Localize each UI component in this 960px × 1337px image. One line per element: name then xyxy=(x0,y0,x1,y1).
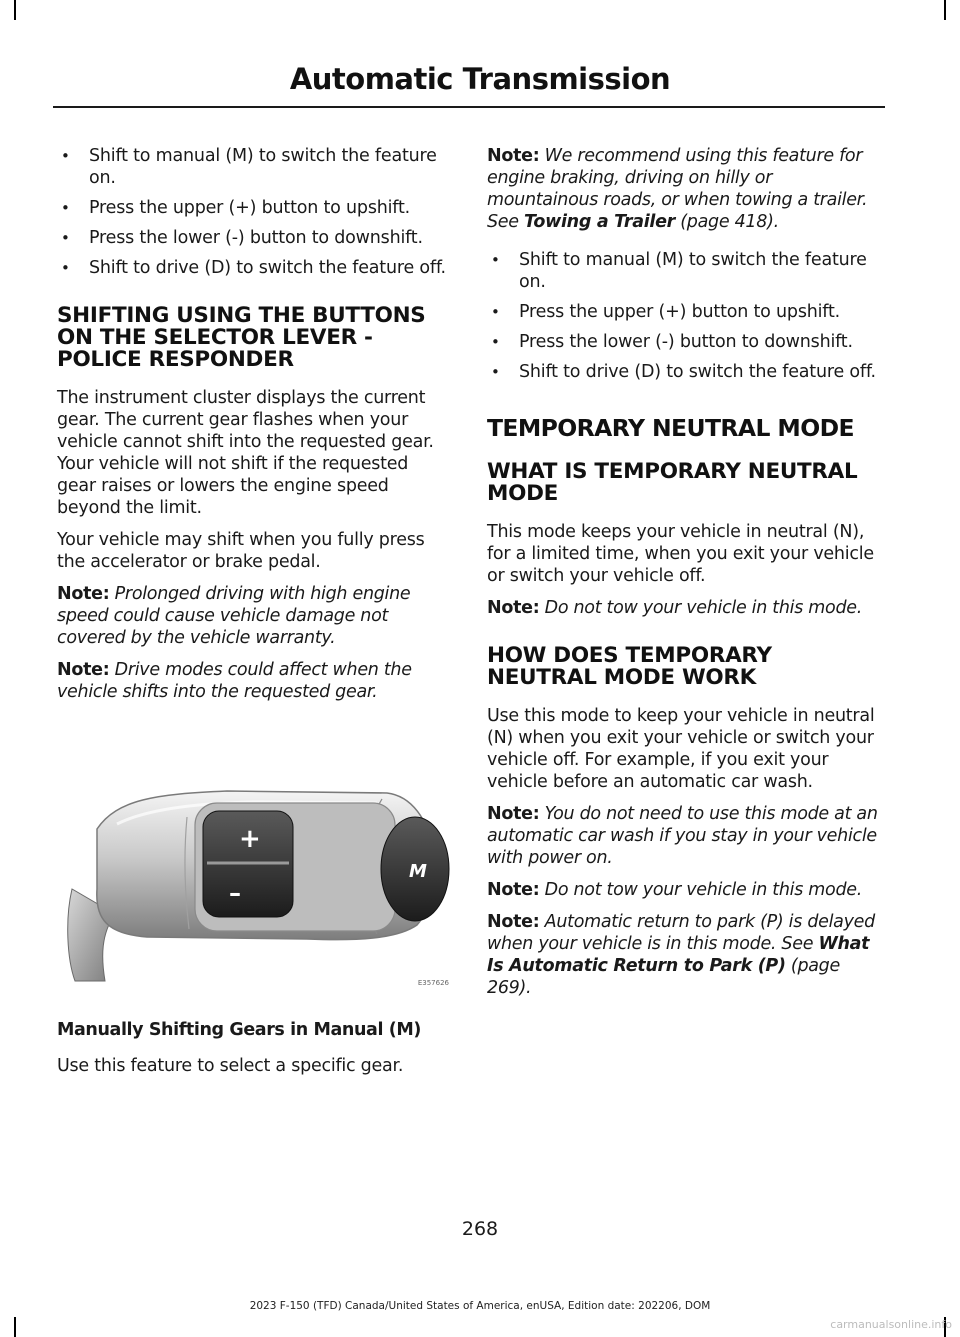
note xyxy=(487,597,882,619)
cross-reference-link[interactable]: What Is Automatic Return to Park (P) xyxy=(487,934,870,976)
note-text: Prolonged driving with high engine speed could cause vehicle damage not covered by the vehicle warranty. xyxy=(57,584,411,648)
chapter-heading: TEMPORARY NEUTRAL MODE xyxy=(487,414,854,442)
cross-reference-link[interactable]: Towing a Trailer xyxy=(524,212,676,232)
list-item: • Shift to manual (M) to switch the feature on. xyxy=(487,249,882,293)
crop-mark xyxy=(14,0,16,20)
note-text: You do not need to use this mode at an automatic car wash if you stay in your vehicle with power on. xyxy=(487,804,878,868)
page-number: 268 xyxy=(461,1218,499,1240)
note xyxy=(57,659,452,703)
paragraph: This mode keeps your vehicle in neutral (N), for a limited time, when you exit your vehicle or switch your vehicle off. xyxy=(487,522,874,586)
paragraph: Use this feature to select a specific gear. xyxy=(57,1056,404,1076)
section-heading: WHAT IS TEMPORARY NEUTRAL MODE xyxy=(487,459,858,506)
section-heading: SHIFTING USING THE BUTTONS ON THE SELECTOR LEVER - POLICE RESPONDER xyxy=(57,303,426,372)
header-rule xyxy=(53,106,885,108)
note-text: Drive modes could affect when the vehicle shifts into the requested gear. xyxy=(57,660,412,702)
crop-mark xyxy=(14,1317,16,1337)
selector-lever-illustration xyxy=(57,729,452,989)
bullet-list xyxy=(487,249,882,383)
note-label: Note: xyxy=(57,584,110,604)
note-text: Automatic return to park (P) is delayed when your vehicle is in this mode. See xyxy=(487,912,875,954)
note xyxy=(487,803,882,869)
crop-mark xyxy=(944,0,946,20)
note-label: Note: xyxy=(487,804,540,824)
right-column xyxy=(487,145,882,1009)
list-item: • Press the upper (+) button to upshift. xyxy=(487,301,882,323)
paragraph: Your vehicle may shift when you fully press the accelerator or brake pedal. xyxy=(57,530,425,572)
m-glyph: M xyxy=(409,861,427,882)
note-text: Do not tow your vehicle in this mode. xyxy=(544,598,862,618)
page-title: Automatic Transmission xyxy=(289,62,671,96)
note-text: We recommend using this feature for engine braking, driving on hilly or mountainous roads, or when towing a trailer. See xyxy=(487,146,868,232)
list-item: • Shift to drive (D) to switch the feature off. xyxy=(57,257,452,279)
paragraph: The instrument cluster displays the current gear. The current gear flashes when your vehicle cannot shift into the requested gear. Your vehicle will not shift if the requested gear raises or lowers the engine speed beyond the limit. xyxy=(57,388,434,518)
bullet-list xyxy=(57,145,452,279)
paragraph: Use this mode to keep your vehicle in neutral (N) when you exit your vehicle or switch your vehicle off. For example, if you exit your vehicle before an automatic car wash. xyxy=(487,706,875,792)
note-label: Note: xyxy=(487,146,540,166)
watermark: carmanualsonline.info xyxy=(830,1318,952,1331)
list-item: • Press the lower (-) button to downshift. xyxy=(487,331,882,353)
subheading: Manually Shifting Gears in Manual (M) xyxy=(57,1020,421,1040)
edition-footer: 2023 F-150 (TFD) Canada/United States of America, enUSA, Edition date: 202206, DOM xyxy=(249,1300,711,1312)
page-reference: (page 269). xyxy=(487,956,840,998)
note xyxy=(487,911,882,999)
minus-glyph: – xyxy=(229,879,241,907)
note-label: Note: xyxy=(487,912,540,932)
note xyxy=(487,879,882,901)
list-item: • Press the upper (+) button to upshift. xyxy=(57,197,452,219)
plus-glyph: + xyxy=(239,824,261,854)
left-column xyxy=(57,145,452,1087)
note xyxy=(57,583,452,649)
section-heading: HOW DOES TEMPORARY NEUTRAL MODE WORK xyxy=(487,643,772,690)
note-label: Note: xyxy=(57,660,110,680)
figure-code: E357626 xyxy=(417,979,449,987)
list-item: • Press the lower (-) button to downshift. xyxy=(57,227,452,249)
list-item: • Shift to manual (M) to switch the feature on. xyxy=(57,145,452,189)
note-text: Do not tow your vehicle in this mode. xyxy=(544,880,862,900)
selector-lever-figure xyxy=(57,729,452,989)
note xyxy=(487,145,882,233)
page-reference: (page 418). xyxy=(680,212,779,232)
note-label: Note: xyxy=(487,880,540,900)
note-label: Note: xyxy=(487,598,540,618)
list-item: • Shift to drive (D) to switch the feature off. xyxy=(487,361,882,383)
